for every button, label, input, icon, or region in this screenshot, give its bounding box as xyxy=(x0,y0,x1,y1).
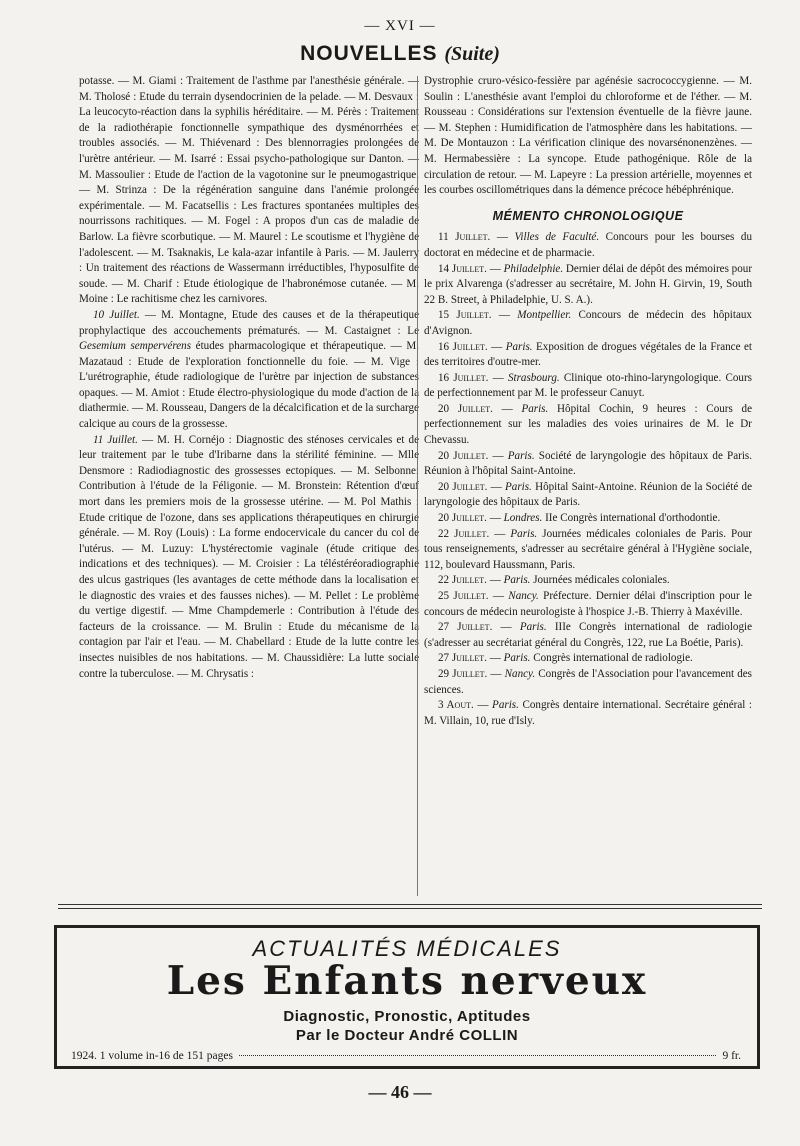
left-p2-text-a: — M. Montagne, Etude des causes et de la thérapeutique prophylactique des accouchements prématurés. — M. Castaignet : Le xyxy=(79,308,419,337)
memento-entry-place: Nancy. xyxy=(504,667,536,680)
memento-entry-date: 14 Juillet. xyxy=(438,262,487,275)
memento-entry-text: Société de laryngologie des hôpitaux de Paris. Réunion à l'hôpital Saint-Antoine. xyxy=(424,449,753,478)
memento-entry-text: Préfecture. Dernier délai d'inscription pour le concours de médecin neurologiste à l'hospice J.-B. Thierry à Maxéville. xyxy=(424,590,752,618)
left-paragraph-2 xyxy=(79,308,419,433)
memento-entry-text: Clinique oto-rhino-laryngologique. Cours de perfectionnement par M. le professeur Canuyt. xyxy=(424,371,752,400)
memento-entry-dash: — xyxy=(473,699,493,712)
left-p2-text-b: études pharmacologique et thérapeutique. — M. Mazataud : Etude de l'exploration fonctionnelle du foie. — M. Vige : L'urétrographie, étude radiologique de l'urètre par injection de substances opaques. — M. Amiot : Etude électro-physiologique du mode d'action de la diathermie. — M. Rousseau, Dangers de la décalcification et de la surcharge calcique au cours de la grossesse. xyxy=(79,340,419,431)
memento-entry xyxy=(424,651,752,667)
book-advertisement xyxy=(54,925,760,1069)
memento-entry xyxy=(424,698,752,729)
left-column xyxy=(79,74,419,682)
ad-author: Par le Docteur André COLLIN xyxy=(295,1027,519,1044)
memento-entry-date: 3 Aout. xyxy=(438,699,474,712)
memento-entry-place: Londres. xyxy=(503,512,543,525)
memento-entry-place: Philadelphie. xyxy=(503,262,564,275)
memento-entry xyxy=(424,527,752,574)
memento-list xyxy=(424,230,752,729)
rule-top xyxy=(58,904,762,905)
memento-entry xyxy=(424,620,752,651)
memento-entry-dash: — xyxy=(492,402,522,415)
memento-entry xyxy=(424,589,752,620)
memento-entry-dash: — xyxy=(488,449,508,462)
memento-entry-date: 27 Juillet. xyxy=(438,621,493,634)
memento-entry-place: Paris. xyxy=(507,449,535,462)
memento-entry-date: 20 Juillet. xyxy=(438,402,493,415)
left-paragraph-1: potasse. — M. Giami : Traitement de l'asthme par l'anesthésie générale. — M. Tholosé : Etude du terrain dysendocrinien de la pelade. — M. Desvaux : La leucocyto-réaction dans la syphilis héréditaire. — M. Pérès : Traitement de la radiothérapie fonctionnelle sympathique des dysménorrhées et troubles associés. — M. Thiévenard : Des blennorragies prolongées de l'urètre antérieur. — M. Isarré : Essai psycho-pathologique sur Danton. — M. Massoulier : Etude de l'action de la vagotonine sur le pneumogastrique. — M. Strinza : De la régénération sanguine dans l'anémie prolongée expérimentale. — M. Facatsellis : Les fractures spontanées multiples des nourrissons rachitiques. — M. Fogel : A propos d'un cas de maladie de Barlow. La fièvre scorbutique. — M. Maurel : Le scoutisme et l'hygiène de l'adolescent. — M. Tsaknakis, Le kala-azar infantile à Paris. — M. Jaulerry : Un traitement des réactions de Wassermann irréductibles, l'hyposulfite de soude. — M. Charif : Etude étiologique de l'habronémose cutanée. — M. Moine : Le rachitisme chez les carnivores. xyxy=(79,75,419,306)
memento-entry xyxy=(424,262,752,309)
memento-entry-text: Hôpital Saint-Antoine. Réunion de la Société de laryngologie des hôpitaux de Paris. xyxy=(424,480,752,509)
memento-entry-text: Concours de médecin des hôpitaux d'Avignon. xyxy=(424,309,752,337)
memento-entry-dash: — xyxy=(487,480,505,493)
ad-subtitle: Diagnostic, Pronostic, Aptitudes xyxy=(283,1008,531,1025)
memento-entry-place: Strasbourg. xyxy=(507,371,560,384)
memento-entry-place: Paris. xyxy=(492,699,519,712)
memento-entry-dash: — xyxy=(488,371,508,384)
section-heading xyxy=(0,42,800,66)
memento-entry-text: Hôpital Cochin, 9 heures : Cours de perfectionnement sur les maladies des voies urinaires de M. le Dr Chevassu. xyxy=(424,402,752,447)
memento-entry xyxy=(424,511,752,527)
memento-entry-dash: — xyxy=(488,590,509,602)
right-paragraph-1: Dystrophie cruro-vésico-fessière par agénésie sacrococcygienne. — M. Soulin : L'anesthésie avant l'emploi du chloroforme et de l'éther. — M. Rousseau : Considérations sur l'extension éventuelle de la fièvre jaune. — M. Stephen : Humidification de l'atmosphère dans les habitations. — M. De Montauzon : La vérification clinique des novarsénonenzènes. — M. Hermabessière : La syncope. Etude pathogénique. Rôle de la circulation de retour. — M. Lapeyre : La pression artérielle, moyennes et les courbes oscillométriques dans la démence précoce hébéphrénique. xyxy=(424,75,752,197)
memento-entry-date: 15 Juillet. xyxy=(438,309,492,322)
section-title-suffix: (Suite) xyxy=(444,43,500,65)
memento-entry-date: 20 Juillet. xyxy=(438,512,487,525)
column-divider xyxy=(417,76,418,896)
memento-entry-place: Paris. xyxy=(503,574,531,587)
memento-entry-text: Congrès de l'Association pour l'avancement des sciences. xyxy=(424,667,752,696)
page-number: — 46 — xyxy=(368,1082,432,1102)
memento-entry-dash: — xyxy=(490,231,515,244)
memento-entry-text: Concours pour les bourses du doctorat en médecine et de pharmacie. xyxy=(424,231,752,259)
memento-entry-text: Journées médicales coloniales de Paris. Pour tous renseignements, s'adresser au secrétaire général à l'Hygiène sociale, 112, boulevard Haussmann, Paris. xyxy=(424,527,752,571)
memento-entry xyxy=(424,371,752,402)
memento-entry-date: 25 Juillet. xyxy=(438,590,489,602)
ad-price: 9 fr. xyxy=(722,1050,741,1062)
memento-entry-date: 22 Juillet. xyxy=(438,574,487,587)
memento-entry-text: IIIe Congrès international de radiologie (s'adresser au secrétariat général du Congrès, 122, rue La Boétie, Paris). xyxy=(424,621,753,649)
memento-entry-text: Exposition de drogues végétales de la France et des territoires d'outre-mer. xyxy=(424,340,752,369)
memento-entry-date: 11 Juillet. xyxy=(438,231,491,244)
memento-entry-text: Journées médicales coloniales. xyxy=(530,574,670,587)
memento-entry-date: 29 Juillet. xyxy=(438,667,488,680)
memento-entry-date: 20 Juillet. xyxy=(438,449,489,462)
memento-entry-text: Dernier délai de dépôt des mémoires pour le prix Alvarenga (s'adresser au secrétaire, M. John H. Girvin, 19, South 22 B. Street, à Philadelphie, U. S. A.). xyxy=(424,262,753,306)
ad-price-line xyxy=(71,1050,741,1062)
memento-entry-dash: — xyxy=(489,527,511,540)
memento-entry-dash: — xyxy=(486,512,504,525)
memento-entry-dash: — xyxy=(487,667,505,680)
latin-term: Gesemium sempervérens xyxy=(79,340,192,353)
memento-entry-dash: — xyxy=(486,652,504,665)
memento-entry xyxy=(424,308,752,339)
memento-entry-place: Paris. xyxy=(505,340,533,353)
ad-edition: 1924. 1 volume in-16 de 151 pages xyxy=(71,1050,233,1062)
memento-entry-date: 20 Juillet. xyxy=(438,480,488,493)
right-column xyxy=(424,74,752,729)
section-title: NOUVELLES xyxy=(300,42,438,65)
date-10-juillet: 10 Juillet. xyxy=(93,308,140,321)
memento-entry-dash: — xyxy=(491,309,518,322)
memento-entry-place: Paris. xyxy=(510,527,538,540)
memento-entry-text: Congrès international de radiologie. xyxy=(530,652,693,665)
date-11-juillet: 11 Juillet. xyxy=(93,433,138,446)
memento-entry-date: 16 Juillet. xyxy=(438,340,488,353)
memento-entry-date: 22 Juillet. xyxy=(438,527,490,540)
ad-leader-dots xyxy=(239,1055,717,1056)
memento-entry xyxy=(424,340,752,371)
memento-entry xyxy=(424,230,752,261)
memento-entry-place: Paris. xyxy=(505,480,532,493)
ad-kicker: ACTUALITÉS MÉDICALES xyxy=(252,936,562,961)
memento-entry-place: Paris. xyxy=(503,652,531,665)
memento-entry xyxy=(424,402,752,449)
memento-entry xyxy=(424,480,752,511)
memento-entry-text: IIe Congrès international d'orthodontie. xyxy=(542,512,721,525)
memento-entry xyxy=(424,449,752,480)
memento-entry-place: Montpellier. xyxy=(517,309,572,322)
rule-bottom xyxy=(58,908,762,909)
memento-entry-place: Paris. xyxy=(519,621,547,634)
folio-roman: — XVI — xyxy=(364,18,436,34)
memento-entry-date: 16 Juillet. xyxy=(438,371,489,384)
memento-entry-place: Nancy. xyxy=(508,590,539,602)
memento-heading: MÉMENTO CHRONOLOGIQUE xyxy=(492,208,684,223)
memento-entry-date: 27 Juillet. xyxy=(438,652,487,665)
memento-entry xyxy=(424,573,752,589)
memento-entry-dash: — xyxy=(486,262,504,275)
left-p3-text: — M. H. Cornéjo : Diagnostic des sténoses cervicales et de leur traitement par le tube d'Iribarne dans la stérilité féminine. — Mlle Densmore : Radiodiagnostic des grossesses ectopiques. — M. Selbonne: Contribution à l'étude de la Féligonie. — M. Bronstein: Rétention d'œuf mort dans les premiers mois de la grossesse utérine. — M. Pol Mathis : Etude critique de l'ozone, dans ses applications thérapeutiques en chirurgie générale. — M. Roy (Louis) : La forme endocervicale du cancer du col de l'utérus. — M. Luzuy: L'hystérectomie vaginale (étude critique des indications et des techniques). — M. Croisier : La téléstéréoradiographie des ulcus gastriques (les avantages de cette méthode dans la localisation et le diagnostic des vraies et des fausses niches). — M. Pellet : Le problème du vertige digestif. — Mme Champdemerle : Contribution à l'étude des facteurs de la croissance. — M. Brulin : Etude du mécanisme de la contagion par l'air et l'eau. — M. Chabellard : Etude de la lutte contre les insectes nuisibles de nos habitations. — M. Chaussidière: La lutte sociale contre la tuberculose. — M. Chrysatis : xyxy=(79,433,419,680)
left-paragraph-3 xyxy=(79,433,419,683)
memento-entry-dash: — xyxy=(492,621,520,634)
memento-entry-place: Paris. xyxy=(521,402,549,415)
memento-entry-dash: — xyxy=(487,340,506,353)
memento-entry-text: Congrès dentaire international. Secrétaire général : M. Villain, 10, rue d'Isly. xyxy=(424,699,753,727)
ad-title: Les Enfants nerveux xyxy=(166,958,648,1004)
memento-entry-place: Villes de Faculté. xyxy=(514,231,600,244)
memento-entry-dash: — xyxy=(486,574,504,587)
memento-entry xyxy=(424,667,752,698)
